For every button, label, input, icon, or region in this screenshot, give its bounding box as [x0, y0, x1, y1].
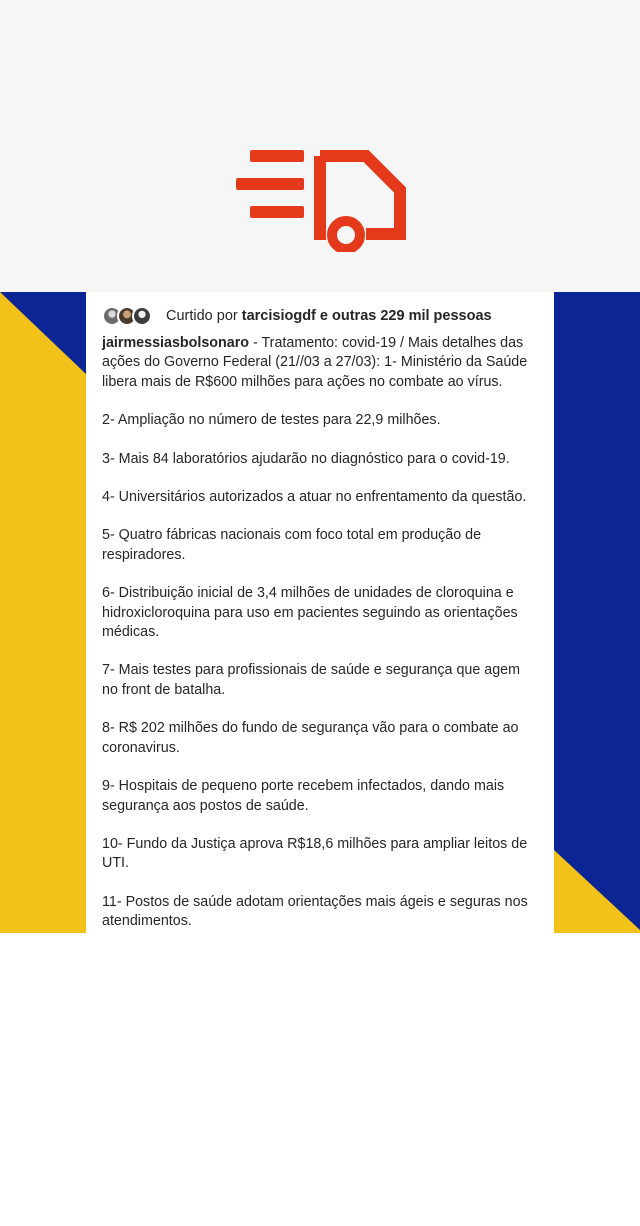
caption-paragraph: 4- Universitários autorizados a atuar no enfrentamento da questão. [102, 489, 527, 506]
author-username[interactable]: jairmessiasbolsonaro [102, 335, 250, 351]
instagram-post-card [86, 292, 554, 933]
likes-count-text[interactable]: e outras 229 mil pessoas [319, 308, 492, 324]
caption-paragraph: 7- Mais testes para profissionais de saúde e segurança que agem no front de batalha. [102, 662, 521, 698]
caption-paragraph: 3- Mais 84 laboratórios ajudarão no diagnóstico para o covid-19. [102, 450, 510, 467]
empty-bottom-area [0, 933, 640, 1226]
likes-summary [166, 308, 492, 324]
caption-paragraph: 11- Postos de saúde adotam orientações mais ágeis e seguras nos atendimentos. [102, 893, 528, 930]
post-banner [0, 292, 640, 933]
avatar [132, 306, 152, 326]
caption-paragraph: 2- Ampliação no número de testes para 22,9 milhões. [102, 412, 441, 429]
logo-area [0, 0, 640, 292]
caption-paragraph: 6- Distribuição inicial de 3,4 milhões de unidades de cloroquina e hidroxicloroquina para uso em pacientes seguindo as orientações médicas. [102, 585, 518, 641]
liker-avatars[interactable] [102, 306, 152, 326]
caption-paragraph [102, 334, 538, 392]
caption-paragraph: 5- Quatro fábricas nacionais com foco total em produção de respiradores. [102, 527, 482, 563]
caption-text: - Tratamento: covid-19 / Mais detalhes das ações do Governo Federal (21//03 a 27/03): 1- Ministério da Saúde libera mais de R$600 milhões para ações no combate ao vírus. [102, 335, 528, 390]
caption-paragraph: 9- Hospitais de pequeno porte recebem infectados, dando mais segurança aos postos de saúde. [102, 778, 505, 814]
caption-paragraph: 10- Fundo da Justiça aprova R$18,6 milhões para ampliar leitos de UTI. [102, 835, 528, 872]
likes-row[interactable] [102, 304, 538, 328]
fast-delivery-truck-icon [228, 140, 416, 252]
caption-paragraph: 8- R$ 202 milhões do fundo de segurança vão para o combate ao coronavirus. [102, 720, 519, 756]
liker-username[interactable]: tarcisiogdf [241, 308, 316, 324]
likes-prefix: Curtido por [166, 308, 238, 324]
post-caption [102, 334, 538, 932]
